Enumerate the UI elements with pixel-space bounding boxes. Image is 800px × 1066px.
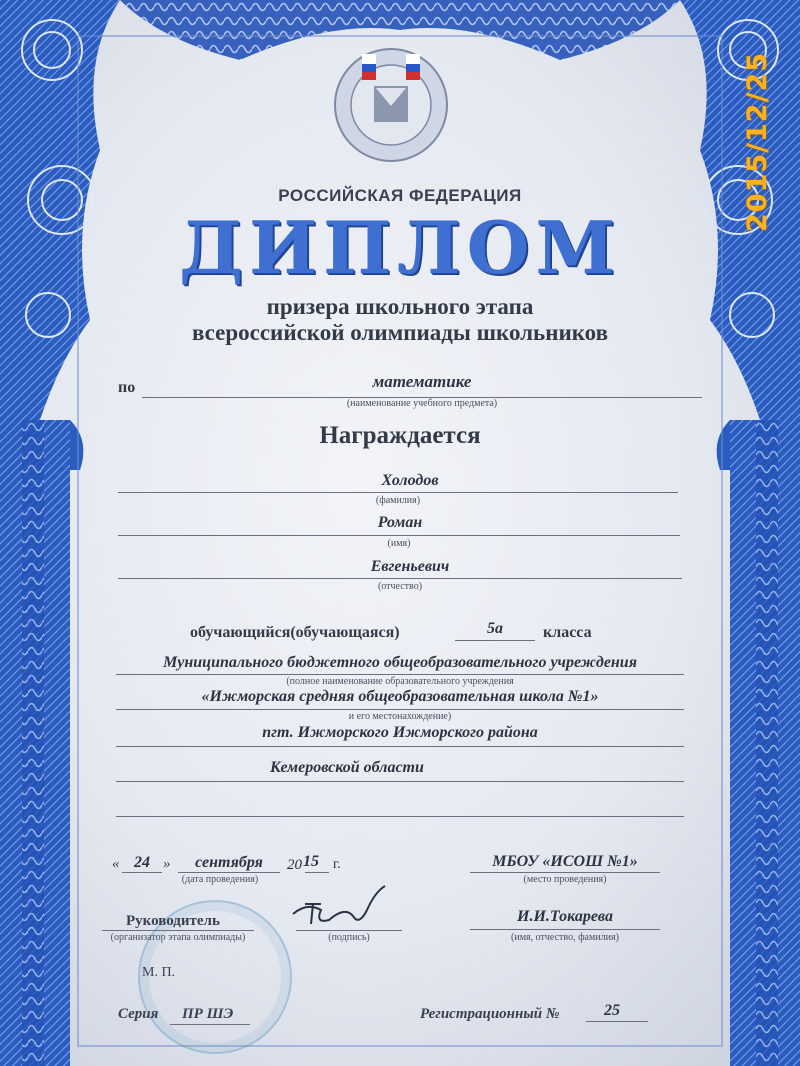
surname-value: Холодов [381, 472, 439, 489]
school-line3: пгт. Ижморского Ижморского района [262, 724, 538, 741]
name-line [118, 535, 680, 536]
registration-label: Регистрационный № [420, 1006, 560, 1022]
olympiad-emblem-icon [332, 46, 450, 164]
date-year-line [305, 872, 329, 873]
date-year-suffix: 15 [303, 853, 319, 870]
school-caption1: (полное наименование образовательного учреждения [286, 676, 514, 687]
school-line4-rule [116, 781, 684, 782]
date-year-prefix: 20 [287, 857, 302, 873]
date-caption: (дата проведения) [181, 874, 259, 885]
date-close-quote: » [163, 856, 171, 872]
signature-role-caption: (организатор этапа олимпиады) [110, 932, 246, 943]
class-suffix: класса [543, 624, 592, 641]
photo-date-text: 2015/12/25 [742, 51, 773, 232]
class-line [455, 640, 535, 641]
series-line [170, 1024, 250, 1025]
school-caption2: и его местонахождение) [348, 711, 452, 722]
diploma-title: ДИПЛОМ [178, 205, 622, 290]
signer-line [470, 929, 660, 930]
date-day: 24 [134, 854, 150, 871]
series-value: ПР ШЭ [182, 1006, 234, 1022]
handwritten-signature-icon [285, 880, 395, 940]
date-open-quote: « [112, 856, 120, 872]
place-value: МБОУ «ИСОШ №1» [492, 853, 638, 870]
school-line5-rule [116, 816, 684, 817]
school-line4: Кемеровской области [270, 759, 424, 776]
diploma-subtitle-line2: всероссийской олимпиады школьников [191, 320, 609, 345]
registration-value: 25 [604, 1002, 620, 1019]
signer-name: И.И.Токарева [517, 908, 613, 925]
seal-label: М. П. [142, 965, 176, 980]
school-line1-rule [116, 674, 684, 675]
class-prefix: обучающийся(обучающаяся) [190, 624, 400, 641]
class-value: 5а [487, 620, 503, 637]
signature-role-line [102, 930, 254, 931]
name-caption: (имя) [387, 538, 411, 549]
place-caption: (место проведения) [523, 874, 607, 885]
school-line1: Муниципального бюджетного общеобразовательного учреждения [163, 654, 637, 671]
registration-line [586, 1021, 648, 1022]
name-value: Роман [377, 514, 423, 531]
patronymic-line [118, 578, 682, 579]
series-label: Серия [118, 1006, 159, 1022]
subject-value: математике [372, 372, 472, 391]
diploma-subtitle-line1: призера школьного этапа [266, 294, 534, 319]
patronymic-value: Евгеньевич [370, 558, 450, 575]
patronymic-caption: (отчество) [377, 581, 423, 592]
subject-prefix: по [118, 379, 136, 396]
date-month: сентября [195, 854, 263, 871]
school-line2-rule [116, 709, 684, 710]
country-heading: РОССИЙСКАЯ ФЕДЕРАЦИЯ [278, 186, 522, 205]
school-line2: «Ижморская средняя общеобразовательная школа №1» [201, 688, 599, 705]
awarded-label: Награждается [319, 422, 481, 449]
surname-caption: (фамилия) [375, 495, 421, 506]
photo-date-stamp [708, 10, 773, 232]
signature-caption: (подпись) [328, 932, 370, 943]
date-month-line [178, 872, 280, 873]
surname-line [118, 492, 678, 493]
date-day-line [122, 872, 162, 873]
signer-caption: (имя, отчество, фамилия) [511, 932, 619, 943]
signature-role: Руководитель [126, 913, 220, 929]
signature-line [296, 930, 402, 931]
subject-caption: (наименование учебного предмета) [346, 398, 498, 409]
place-line [470, 872, 660, 873]
school-line3-rule [116, 746, 684, 747]
date-year-abbr: г. [333, 857, 341, 872]
